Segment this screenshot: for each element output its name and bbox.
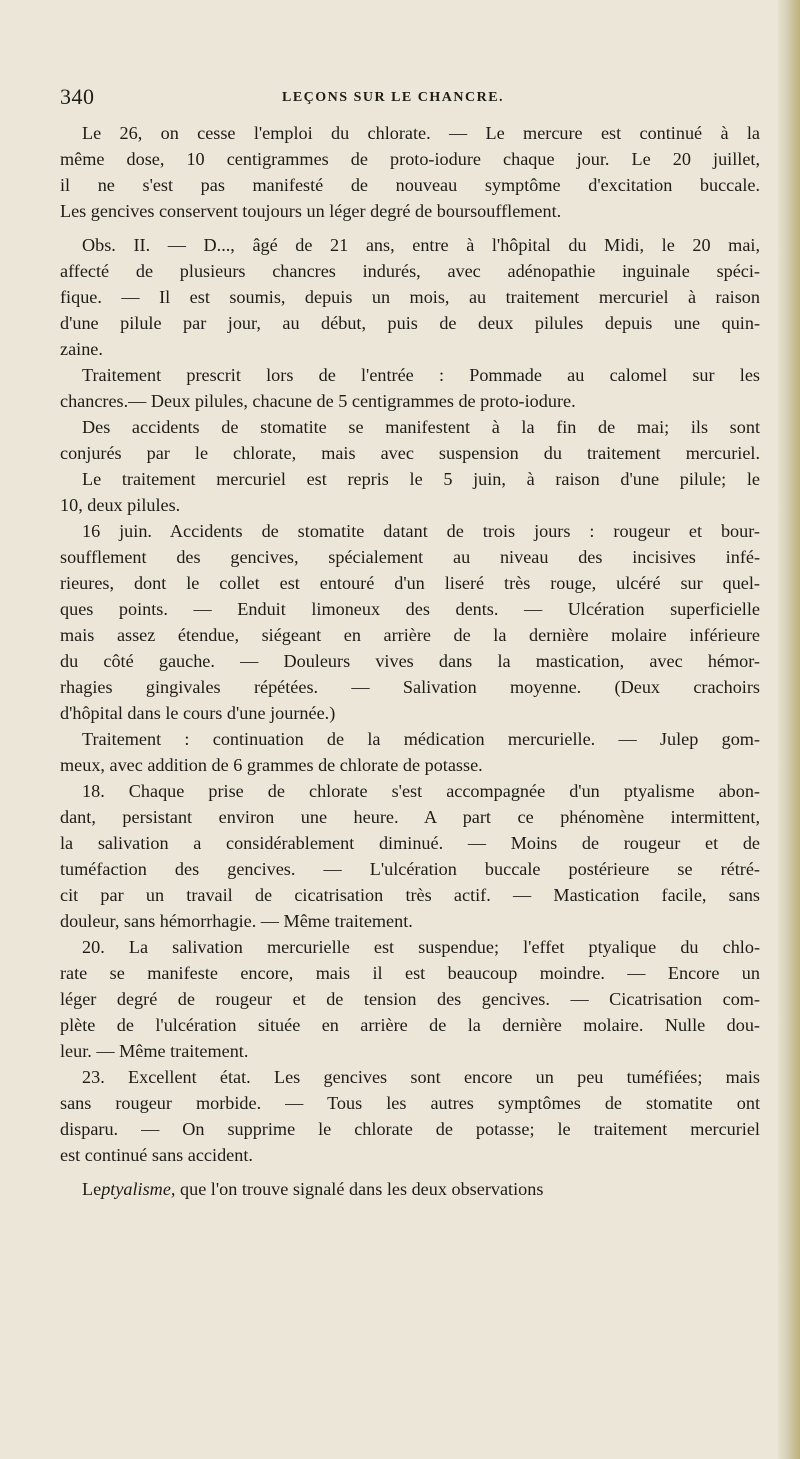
- text-line: Les gencives conservent toujours un léger degré de boursoufflement.: [60, 201, 562, 221]
- text-line: 20. La salivation mercurielle est suspendue; l'effet ptyalique du chlo-: [82, 937, 760, 957]
- text-line: Traitement prescrit lors de l'entrée : Pommade au calomel sur les: [82, 365, 760, 385]
- text-line: douleur, sans hémorrhagie. — Même traitement.: [60, 911, 413, 931]
- text-line: rieures, dont le collet est entouré d'un liseré très rouge, ulcéré sur quel-: [60, 573, 760, 593]
- text-line: d'hôpital dans le cours d'une journée.): [60, 703, 336, 723]
- page-edge-shadow: [778, 0, 800, 1459]
- page-header: [60, 84, 760, 114]
- text-line: plète de l'ulcération située en arrière de la dernière molaire. Nulle dou-: [60, 1015, 760, 1035]
- text-line: mais assez étendue, siégeant en arrière de la dernière molaire inférieure: [60, 625, 760, 645]
- text-line: dant, persistant environ une heure. A part ce phénomène intermittent,: [60, 807, 760, 827]
- text-line: Des accidents de stomatite se manifestent à la fin de mai; ils sont: [82, 417, 760, 437]
- text-line: Traitement : continuation de la médication mercurielle. — Julep gom-: [82, 729, 760, 749]
- final-line-le: Le: [82, 1179, 102, 1199]
- text-line: 16 juin. Accidents de stomatite datant de trois jours : rougeur et bour-: [82, 521, 760, 541]
- running-title: LEÇONS SUR LE CHANCRE.: [282, 90, 505, 105]
- text-line: conjurés par le chlorate, mais avec suspension du traitement mercuriel.: [60, 443, 760, 463]
- text-line: ques points. — Enduit limoneux des dents. — Ulcération superficielle: [60, 599, 760, 619]
- text-line: affecté de plusieurs chancres indurés, avec adénopathie inguinale spéci-: [60, 261, 760, 281]
- text-line: il ne s'est pas manifesté de nouveau symptôme d'excitation buccale.: [60, 175, 760, 195]
- text-line: zaine.: [60, 339, 103, 359]
- text-line: la salivation a considérablement diminué. — Moins de rougeur et de: [60, 833, 760, 853]
- text-line: d'une pilule par jour, au début, puis de deux pilules depuis une quin-: [60, 313, 760, 333]
- text-line: 10, deux pilules.: [60, 495, 181, 515]
- text-line: leur. — Même traitement.: [60, 1041, 249, 1061]
- text-line: Obs. II. — D..., âgé de 21 ans, entre à l'hôpital du Midi, le 20 mai,: [82, 235, 760, 255]
- text-line: Le 26, on cesse l'emploi du chlorate. — Le mercure est continué à la: [82, 123, 760, 143]
- text-line: disparu. — On supprime le chlorate de potasse; le traitement mercuriel: [60, 1119, 760, 1139]
- text-line: rhagies gingivales répétées. — Salivation moyenne. (Deux crachoirs: [60, 677, 760, 697]
- text-line: chancres.— Deux pilules, chacune de 5 centigrammes de proto-iodure.: [60, 391, 576, 411]
- text-line: 23. Excellent état. Les gencives sont encore un peu tuméfiées; mais: [82, 1067, 760, 1087]
- final-line-rest: que l'on trouve signalé dans les deux observations: [175, 1179, 544, 1199]
- text-line: même dose, 10 centigrammes de proto-iodure chaque jour. Le 20 juillet,: [60, 149, 760, 169]
- text-line: Le traitement mercuriel est repris le 5 juin, à raison d'une pilule; le: [82, 469, 760, 489]
- final-line-italic-word: ptyalisme,: [101, 1179, 176, 1199]
- text-line: est continué sans accident.: [60, 1145, 253, 1165]
- text-line: cit par un travail de cicatrisation très actif. — Mastication facile, sans: [60, 885, 760, 905]
- text-line: soufflement des gencives, spécialement au niveau des incisives infé-: [60, 547, 760, 567]
- text-line: fique. — Il est soumis, depuis un mois, au traitement mercuriel à raison: [60, 287, 760, 307]
- final-line: [60, 1176, 760, 1202]
- page-number: 340: [60, 84, 95, 109]
- text-line: tuméfaction des gencives. — L'ulcération buccale postérieure se rétré-: [60, 859, 760, 879]
- text-line: meux, avec addition de 6 grammes de chlorate de potasse.: [60, 755, 483, 775]
- text-line: 18. Chaque prise de chlorate s'est accompagnée d'un ptyalisme abon-: [82, 781, 760, 801]
- text-line: du côté gauche. — Douleurs vives dans la mastication, avec hémor-: [60, 651, 760, 671]
- text-line: sans rougeur morbide. — Tous les autres symptômes de stomatite ont: [60, 1093, 760, 1113]
- text-line: léger degré de rougeur et de tension des gencives. — Cicatrisation com-: [60, 989, 760, 1009]
- body-text: [60, 120, 760, 1202]
- text-line: rate se manifeste encore, mais il est beaucoup moindre. — Encore un: [60, 963, 760, 983]
